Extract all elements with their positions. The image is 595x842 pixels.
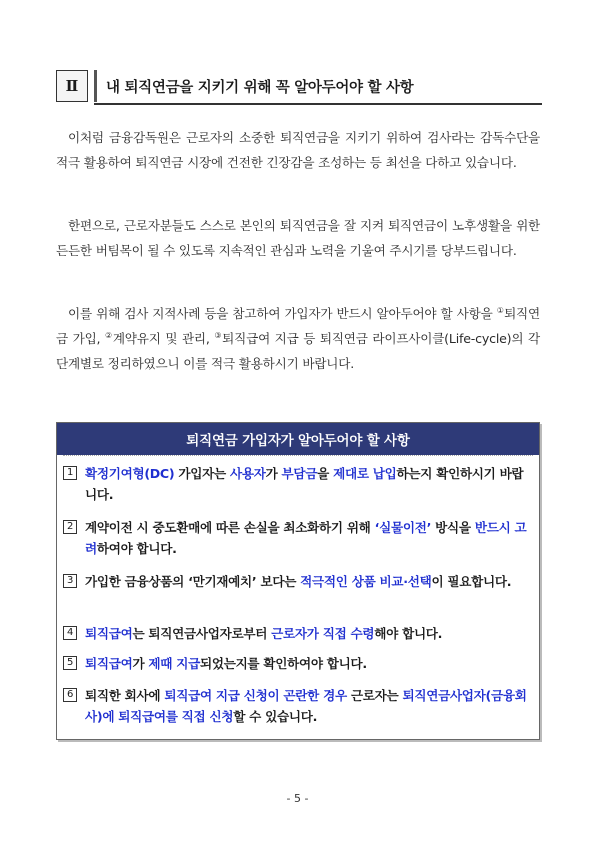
item-number-box: 1 — [63, 466, 77, 480]
header-separator — [94, 70, 97, 102]
checklist-title: 퇴직연금 가입자가 알아두어야 할 사항 — [57, 423, 539, 455]
highlighted-text: 퇴직연금사업자(금융회사)에 퇴직급여를 직접 신청 — [85, 688, 527, 724]
section-title: 내 퇴직연금을 지키기 위해 꼭 알아두어야 할 사항 — [106, 80, 414, 96]
highlighted-text: 적극적인 상품 비교·선택 — [300, 574, 432, 589]
paragraph-2-text: 한편으로, 근로자분들도 스스로 본인의 퇴직연금을 잘 지켜 퇴직연금이 노후생활을 위한 든든한 버팀목이 될 수 있도록 지속적인 관심과 노력을 기울여 주시기를 당부드립니다. — [56, 218, 540, 258]
paragraph-3-text-a: 이를 위해 검사 지적사례 등을 참고하여 가입자가 반드시 알아두어야 할 사항을 — [68, 306, 497, 321]
section-number: Ⅱ — [56, 70, 88, 102]
header-rule — [94, 103, 542, 105]
paragraph-1 — [56, 125, 540, 175]
checklist-item — [63, 463, 533, 505]
page-number: - 5 - — [286, 792, 309, 805]
highlighted-text: 퇴직급여 지급 신청이 곤란한 경우 — [164, 688, 347, 703]
paragraph-2 — [56, 213, 540, 263]
item-text-segment: 가 — [265, 466, 282, 481]
checklist-divider — [63, 455, 533, 456]
item-text-segment: 이 필요합니다. — [431, 574, 512, 589]
highlighted-text: 퇴직급여 — [85, 656, 133, 671]
highlighted-text: 반드시 고려 — [85, 520, 527, 556]
item-text-segment: 을 — [317, 466, 334, 481]
item-text — [85, 685, 533, 727]
item-number-box: 3 — [63, 574, 77, 588]
item-text — [85, 517, 533, 559]
item-text-segment: 근로자는 — [346, 688, 403, 703]
item-text-segment: 하는지 확인하시기 바랍니다. — [85, 466, 524, 502]
item-text-segment: 가입한 금융상품의 ‘만기재예치’ 보다는 — [85, 574, 301, 589]
superscript-3: ③ — [214, 330, 223, 340]
highlighted-text: 근로자가 직접 수령 — [271, 626, 375, 641]
item-number-box: 4 — [63, 626, 77, 640]
item-text — [85, 463, 533, 505]
item-text-segment: 계약이전 시 중도환매에 따른 손실을 최소화하기 위해 — [85, 520, 375, 535]
item-text-segment: 하여야 합니다. — [96, 541, 177, 556]
item-text-segment: 할 수 있습니다. — [233, 709, 318, 724]
item-text — [85, 571, 533, 592]
paragraph-3-text-b: 퇴직연금 가입, — [56, 306, 540, 346]
checklist-item — [63, 653, 533, 674]
checklist-item — [63, 517, 533, 559]
paragraph-3-text-c: 계약유지 및 관리, — [112, 331, 215, 346]
highlighted-text: 퇴직급여 — [85, 626, 133, 641]
item-text-segment: 퇴직한 회사에 — [85, 688, 165, 703]
highlighted-text: 부담금 — [281, 466, 318, 481]
item-text-segment: 방식을 — [431, 520, 475, 535]
highlighted-text: 확정기여형(DC) — [85, 466, 175, 481]
highlighted-text: 제대로 납입 — [333, 466, 397, 481]
item-text-segment: 는 퇴직연금사업자로부터 — [132, 626, 272, 641]
item-text-segment: 되었는지를 확인하여야 합니다. — [199, 656, 367, 671]
item-text-segment: 가 — [132, 656, 149, 671]
item-text-segment: 해야 합니다. — [374, 626, 443, 641]
paragraph-1-text: 이처럼 금융감독원은 근로자의 소중한 퇴직연금을 지키기 위하여 검사라는 감독수단을 적극 활용하여 퇴직연금 시장에 건전한 긴장감을 조성하는 등 최선을 다하고 있습니다. — [56, 130, 540, 170]
checklist-item — [63, 571, 533, 592]
item-text-segment: 가입자는 — [174, 466, 230, 481]
checklist-item — [63, 623, 533, 644]
section-header — [56, 70, 542, 104]
item-number-box: 6 — [63, 688, 77, 702]
highlighted-text: ‘실물이전’ — [374, 520, 432, 535]
highlighted-text: 사용자 — [229, 466, 266, 481]
paragraph-3-text-d: 퇴직급여 지급 등 퇴직연금 라이프사이클(Life-cycle)의 각 단계별로 정리하였으니 이를 적극 활용하시기 바랍니다. — [56, 331, 540, 371]
superscript-1: ① — [496, 305, 505, 315]
item-number-box: 2 — [63, 520, 77, 534]
checklist-box — [56, 422, 540, 740]
item-text — [85, 653, 533, 674]
checklist-item — [63, 685, 533, 727]
item-number-box: 5 — [63, 656, 77, 670]
paragraph-3 — [56, 301, 540, 376]
highlighted-text: 제때 지급 — [148, 656, 200, 671]
superscript-2: ② — [105, 330, 113, 340]
item-text — [85, 623, 533, 644]
